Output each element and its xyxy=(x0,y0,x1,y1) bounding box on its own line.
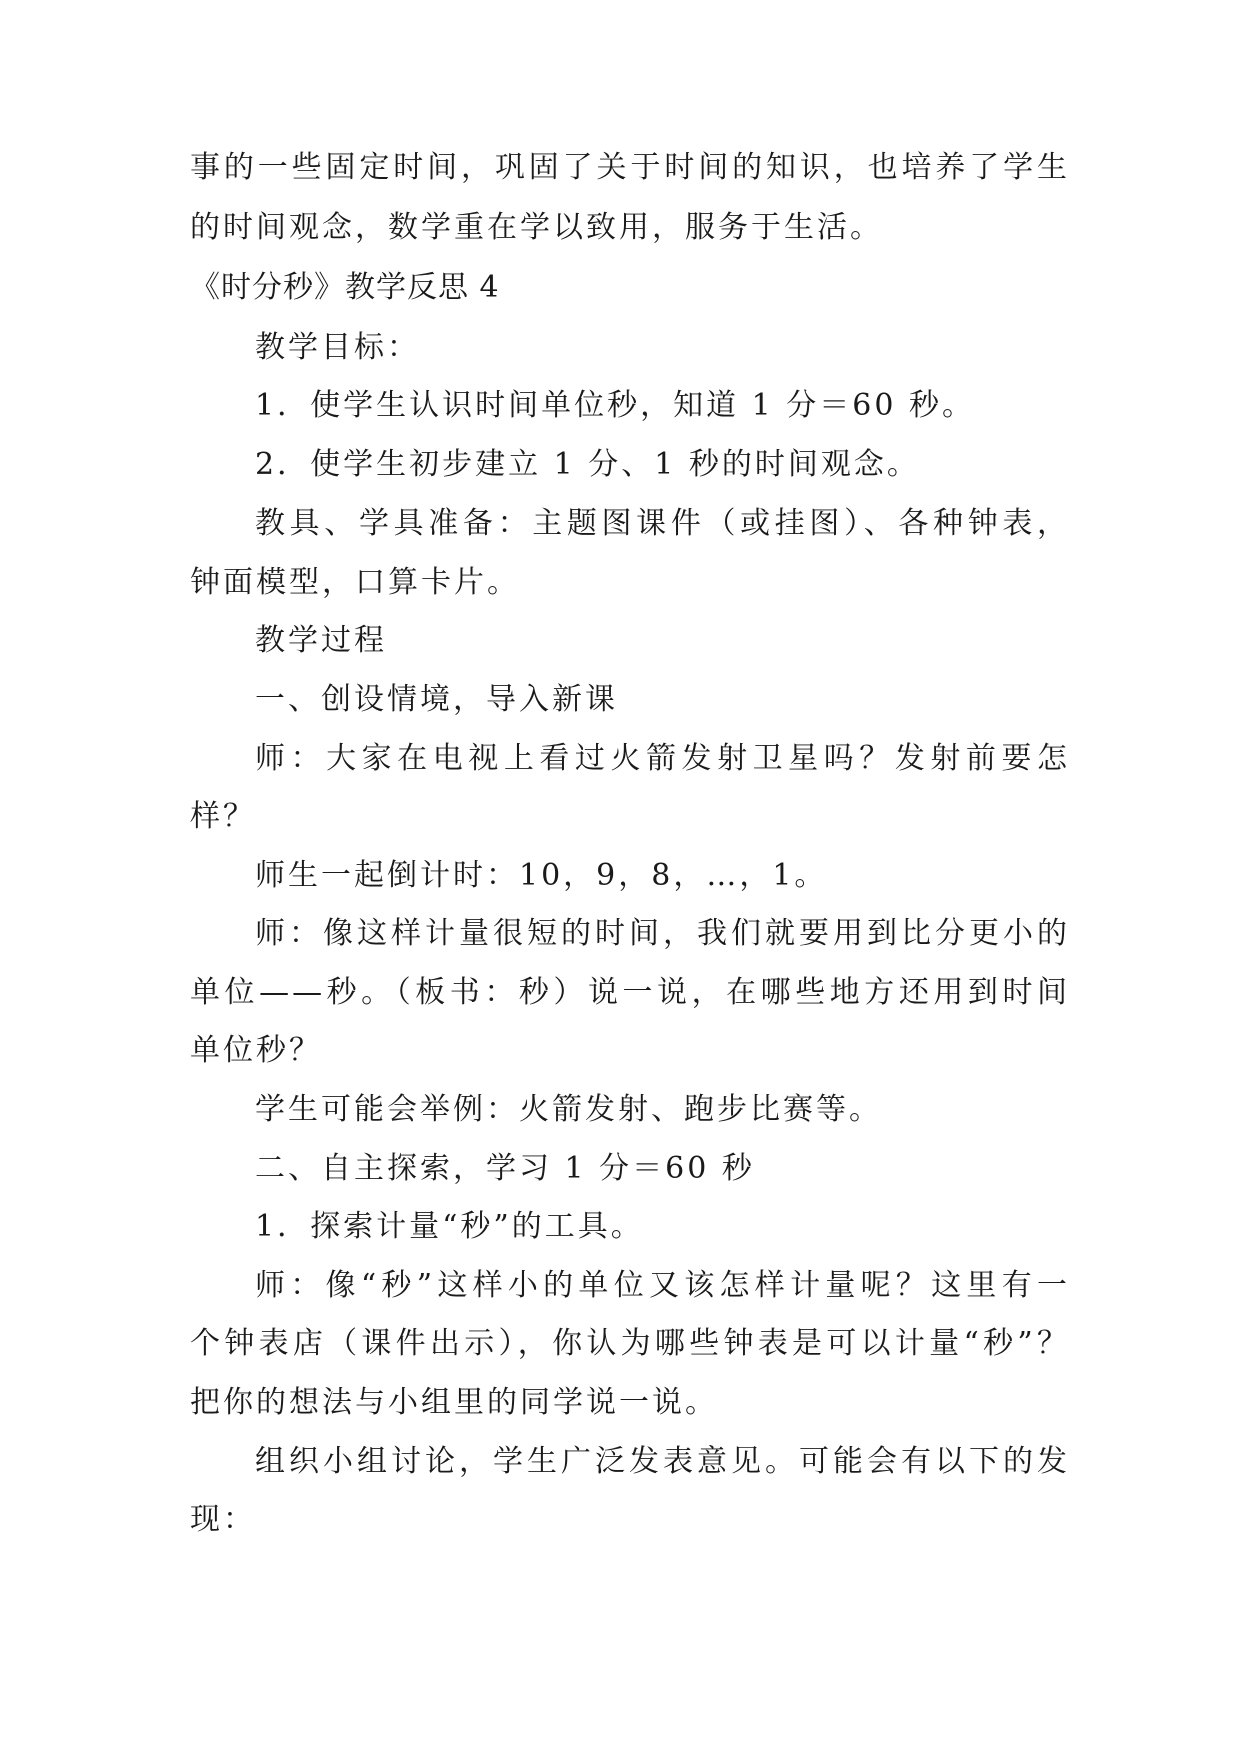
text-line-group-discussion: 组织小组讨论，学生广泛发表意见。可能会有以下的发 xyxy=(255,1444,1070,1479)
text-line-teacher-explain-end: 单位秒？ xyxy=(190,1033,322,1068)
section-title: 《时分秒》教学反思 4 xyxy=(190,270,500,305)
text-line-teacher-clock-question: 师：像“秒”这样小的单位又该怎样计量呢？这里有一 xyxy=(255,1268,1070,1303)
text-line-explore-tools: 1．探索计量“秒”的工具。 xyxy=(255,1209,644,1244)
text-line-2: 的时间观念，数学重在学以致用，服务于生活。 xyxy=(190,210,883,245)
text-line-countdown: 师生一起倒计时：10，9，8，…，1。 xyxy=(255,858,828,893)
text-line-teaching-goals: 教学目标： xyxy=(255,330,420,365)
text-line-teacher-question-cont: 样？ xyxy=(190,799,256,834)
text-line-teacher-explain: 师：像这样计量很短的时间，我们就要用到比分更小的 xyxy=(255,916,1070,951)
text-line-section-one: 一、创设情境，导入新课 xyxy=(255,682,618,717)
text-line-teacher-explain-cont: 单位——秒。（板书：秒）说一说，在哪些地方还用到时间 xyxy=(190,975,1070,1010)
text-line-section-two: 二、自主探索，学习 1 分＝60 秒 xyxy=(255,1151,755,1186)
text-line-teacher-question: 师：大家在电视上看过火箭发射卫星吗？发射前要怎 xyxy=(255,741,1070,776)
text-line-materials-cont: 钟面模型，口算卡片。 xyxy=(190,565,520,600)
text-line-goal-2: 2．使学生初步建立 1 分、1 秒的时间观念。 xyxy=(255,447,920,482)
text-line-student-examples: 学生可能会举例：火箭发射、跑步比赛等。 xyxy=(255,1092,882,1127)
text-line-group-share: 把你的想法与小组里的同学说一说。 xyxy=(190,1385,718,1420)
text-line-clock-shop: 个钟表店（课件出示），你认为哪些钟表是可以计量“秒”？ xyxy=(190,1326,1070,1361)
text-line-materials: 教具、学具准备：主题图课件（或挂图）、各种钟表， xyxy=(255,506,1070,541)
text-line-1: 事的一些固定时间，巩固了关于时间的知识，也培养了学生 xyxy=(190,150,1070,185)
text-line-goal-1: 1．使学生认识时间单位秒，知道 1 分＝60 秒。 xyxy=(255,388,975,423)
text-line-process-heading: 教学过程 xyxy=(255,623,387,658)
text-line-findings: 现： xyxy=(190,1502,256,1537)
